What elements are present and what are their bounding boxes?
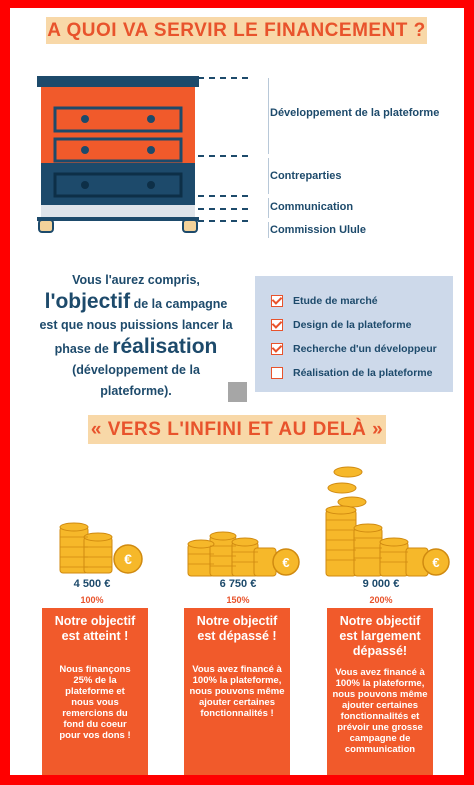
objective-text: de la campagne bbox=[130, 297, 228, 311]
checklist-label: Design de la plateforme bbox=[293, 319, 412, 331]
checklist-item bbox=[255, 289, 453, 313]
connector-line bbox=[198, 77, 248, 79]
tier-amount: 4 500 € bbox=[73, 578, 111, 590]
coin-stack-icon bbox=[184, 522, 302, 578]
tier-percent: 150% bbox=[226, 595, 250, 605]
tier-card bbox=[42, 608, 148, 775]
checkbox-checked-icon bbox=[271, 295, 283, 307]
checklist-label: Recherche d'un développeur bbox=[293, 343, 437, 355]
checkbox-checked-icon bbox=[271, 319, 283, 331]
tier-title: Notre objectif est dépassé ! bbox=[196, 614, 278, 643]
progress-checklist bbox=[255, 276, 453, 392]
allocation-label: Contreparties bbox=[270, 170, 342, 182]
connector-line bbox=[198, 195, 248, 197]
connector-line bbox=[198, 208, 248, 210]
coin-stack-icon bbox=[324, 464, 452, 578]
checklist-label: Réalisation de la plateforme bbox=[293, 367, 433, 379]
placeholder-square bbox=[228, 382, 247, 402]
connector-line bbox=[198, 220, 248, 222]
checklist-label: Etude de marché bbox=[293, 295, 378, 307]
section-title: « VERS L'INFINI ET AU DELÀ » bbox=[88, 415, 386, 444]
bracket-line bbox=[268, 198, 269, 218]
tier-title: Notre objectif est atteint ! bbox=[54, 614, 136, 643]
objective-line bbox=[27, 336, 245, 360]
tier-percent: 100% bbox=[80, 595, 104, 605]
objective-line: (développement de la bbox=[72, 363, 200, 377]
infographic-panel bbox=[10, 8, 464, 775]
bracket-line bbox=[268, 78, 269, 154]
checklist-item bbox=[255, 361, 453, 385]
checkbox-checked-icon bbox=[271, 343, 283, 355]
allocation-label: Communication bbox=[270, 201, 354, 213]
dresser-illustration bbox=[37, 76, 199, 238]
allocation-label: Développement de la plateforme bbox=[270, 107, 440, 119]
bracket-line bbox=[268, 158, 269, 194]
objectif-highlight: l'objectif bbox=[44, 290, 131, 313]
checkbox-empty-icon bbox=[271, 367, 283, 379]
tier-amount: 6 750 € bbox=[219, 578, 257, 590]
financing-title: A QUOI VA SERVIR LE FINANCEMENT ? bbox=[46, 17, 427, 44]
objective-paragraph bbox=[27, 270, 245, 402]
tier-description: Vous avez financé à 100% la plateforme, nous pouvons même ajouter certaines fonctionnalités et prévoir une grosse campagne de communication bbox=[332, 667, 428, 755]
tier-card bbox=[184, 608, 290, 775]
svg-text:€: € bbox=[282, 555, 290, 570]
bracket-line bbox=[268, 222, 269, 238]
tier-description: Vous avez financé à 100% la plateforme, nous pouvons même ajouter certaines fonctionnalités ! bbox=[189, 664, 285, 719]
tier-card bbox=[327, 608, 433, 775]
tier-percent: 200% bbox=[369, 595, 393, 605]
svg-text:€: € bbox=[124, 551, 132, 567]
svg-text:€: € bbox=[432, 555, 440, 570]
connector-line bbox=[198, 155, 248, 157]
tier-description: Nous finançons 25% de la plateforme et nous vous remercions du fond du coeur pour vos dons ! bbox=[59, 664, 131, 741]
coin-stack-icon bbox=[54, 519, 146, 577]
objective-line: est que nous puissions lancer la bbox=[39, 318, 233, 332]
objective-text: phase de bbox=[54, 342, 113, 356]
allocation-label: Commission Ulule bbox=[270, 224, 366, 236]
tier-title: Notre objectif est largement dépassé! bbox=[339, 614, 421, 658]
checklist-item bbox=[255, 313, 453, 337]
objective-line bbox=[27, 291, 245, 315]
realisation-highlight: réalisation bbox=[112, 335, 218, 358]
objective-line: plateforme). bbox=[100, 384, 172, 398]
tier-amount: 9 000 € bbox=[362, 578, 400, 590]
objective-line: Vous l'aurez compris, bbox=[72, 273, 200, 287]
checklist-item bbox=[255, 337, 453, 361]
